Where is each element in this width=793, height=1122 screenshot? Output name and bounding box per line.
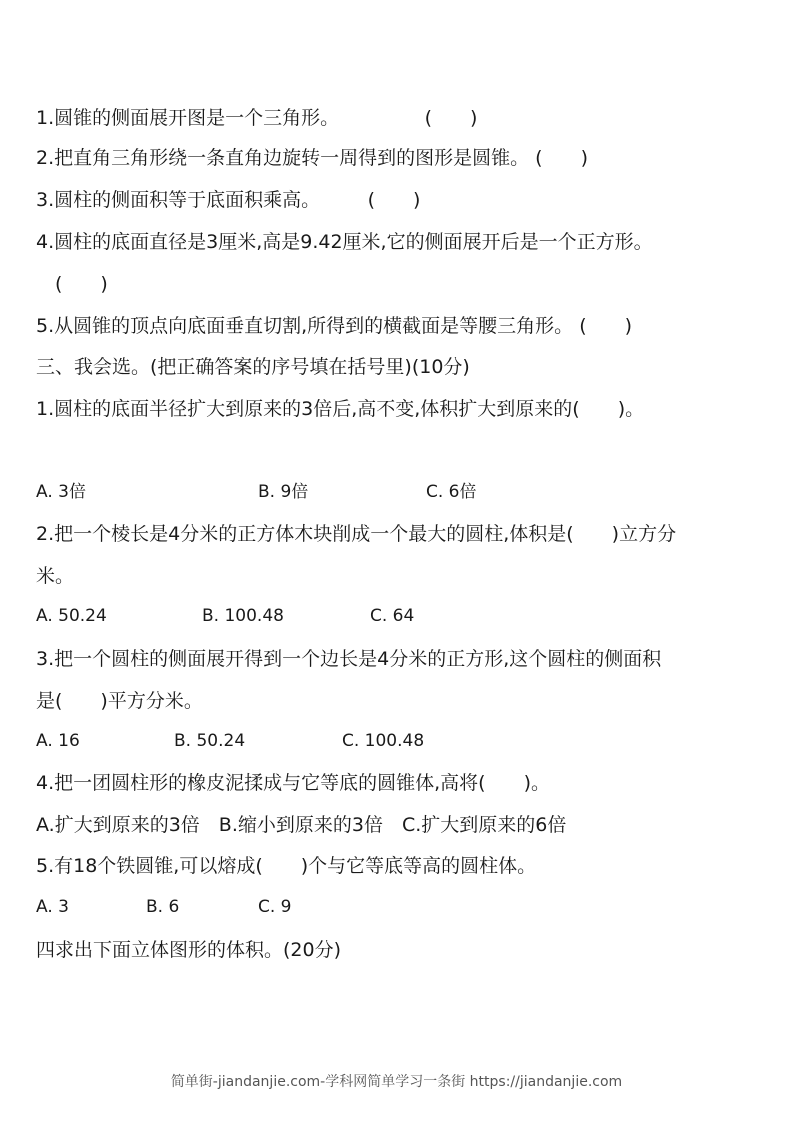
judge-item-2: 2.把直角三角形绕一条直角边旋转一周得到的图形是圆锥。 ( ) (36, 147, 588, 169)
option-a: A. 3 (36, 897, 69, 917)
option-b: B. 9倍 (258, 482, 309, 502)
judge-item-1: 1.圆锥的侧面展开图是一个三角形。 ( ) (36, 107, 478, 129)
question-3-line-2: 是( )平方分米。 (36, 690, 203, 712)
option-a: A. 50.24 (36, 606, 107, 626)
option-b: B. 50.24 (174, 731, 246, 751)
question-1: 1.圆柱的底面半径扩大到原来的3倍后,高不变,体积扩大到原来的( )。 (36, 398, 645, 420)
judge-item-5: 5.从圆锥的顶点向底面垂直切割,所得到的横截面是等腰三角形。 ( ) (36, 315, 633, 337)
option-c: C. 100.48 (342, 731, 425, 751)
question-4-options: A.扩大到原来的3倍 B.缩小到原来的3倍 C.扩大到原来的6倍 (36, 814, 567, 836)
question-2-line-2: 米。 (36, 565, 75, 587)
judge-item-4: 4.圆柱的底面直径是3厘米,高是9.42厘米,它的侧面展开后是一个正方形。 (36, 231, 653, 253)
question-2-line-1: 2.把一个棱长是4分米的正方体木块削成一个最大的圆柱,体积是( )立方分 (36, 523, 677, 545)
question-5: 5.有18个铁圆锥,可以熔成( )个与它等底等高的圆柱体。 (36, 855, 537, 877)
option-c: C. 64 (370, 606, 415, 626)
option-c: C. 6倍 (426, 482, 477, 502)
section-heading: 三、我会选。(把正确答案的序号填在括号里)(10分) (36, 356, 470, 378)
option-c: C. 9 (258, 897, 292, 917)
page-footer: 简单街-jiandanjie.com-学科网简单学习一条街 https://jiandanjie.com (170, 1074, 623, 1090)
judge-item-3: 3.圆柱的侧面积等于底面积乘高。 ( ) (36, 189, 421, 211)
question-3-line-1: 3.把一个圆柱的侧面展开得到一个边长是4分米的正方形,这个圆柱的侧面积 (36, 648, 662, 670)
option-b: B. 6 (146, 897, 180, 917)
section-volume-heading: 四求出下面立体图形的体积。(20分) (36, 939, 342, 961)
judge-item-4-bracket: ( ) (36, 273, 108, 295)
option-b: B. 100.48 (202, 606, 284, 626)
option-a: A. 16 (36, 731, 80, 751)
question-4: 4.把一团圆柱形的橡皮泥揉成与它等底的圆锥体,高将( )。 (36, 772, 550, 794)
option-a: A. 3倍 (36, 482, 86, 502)
